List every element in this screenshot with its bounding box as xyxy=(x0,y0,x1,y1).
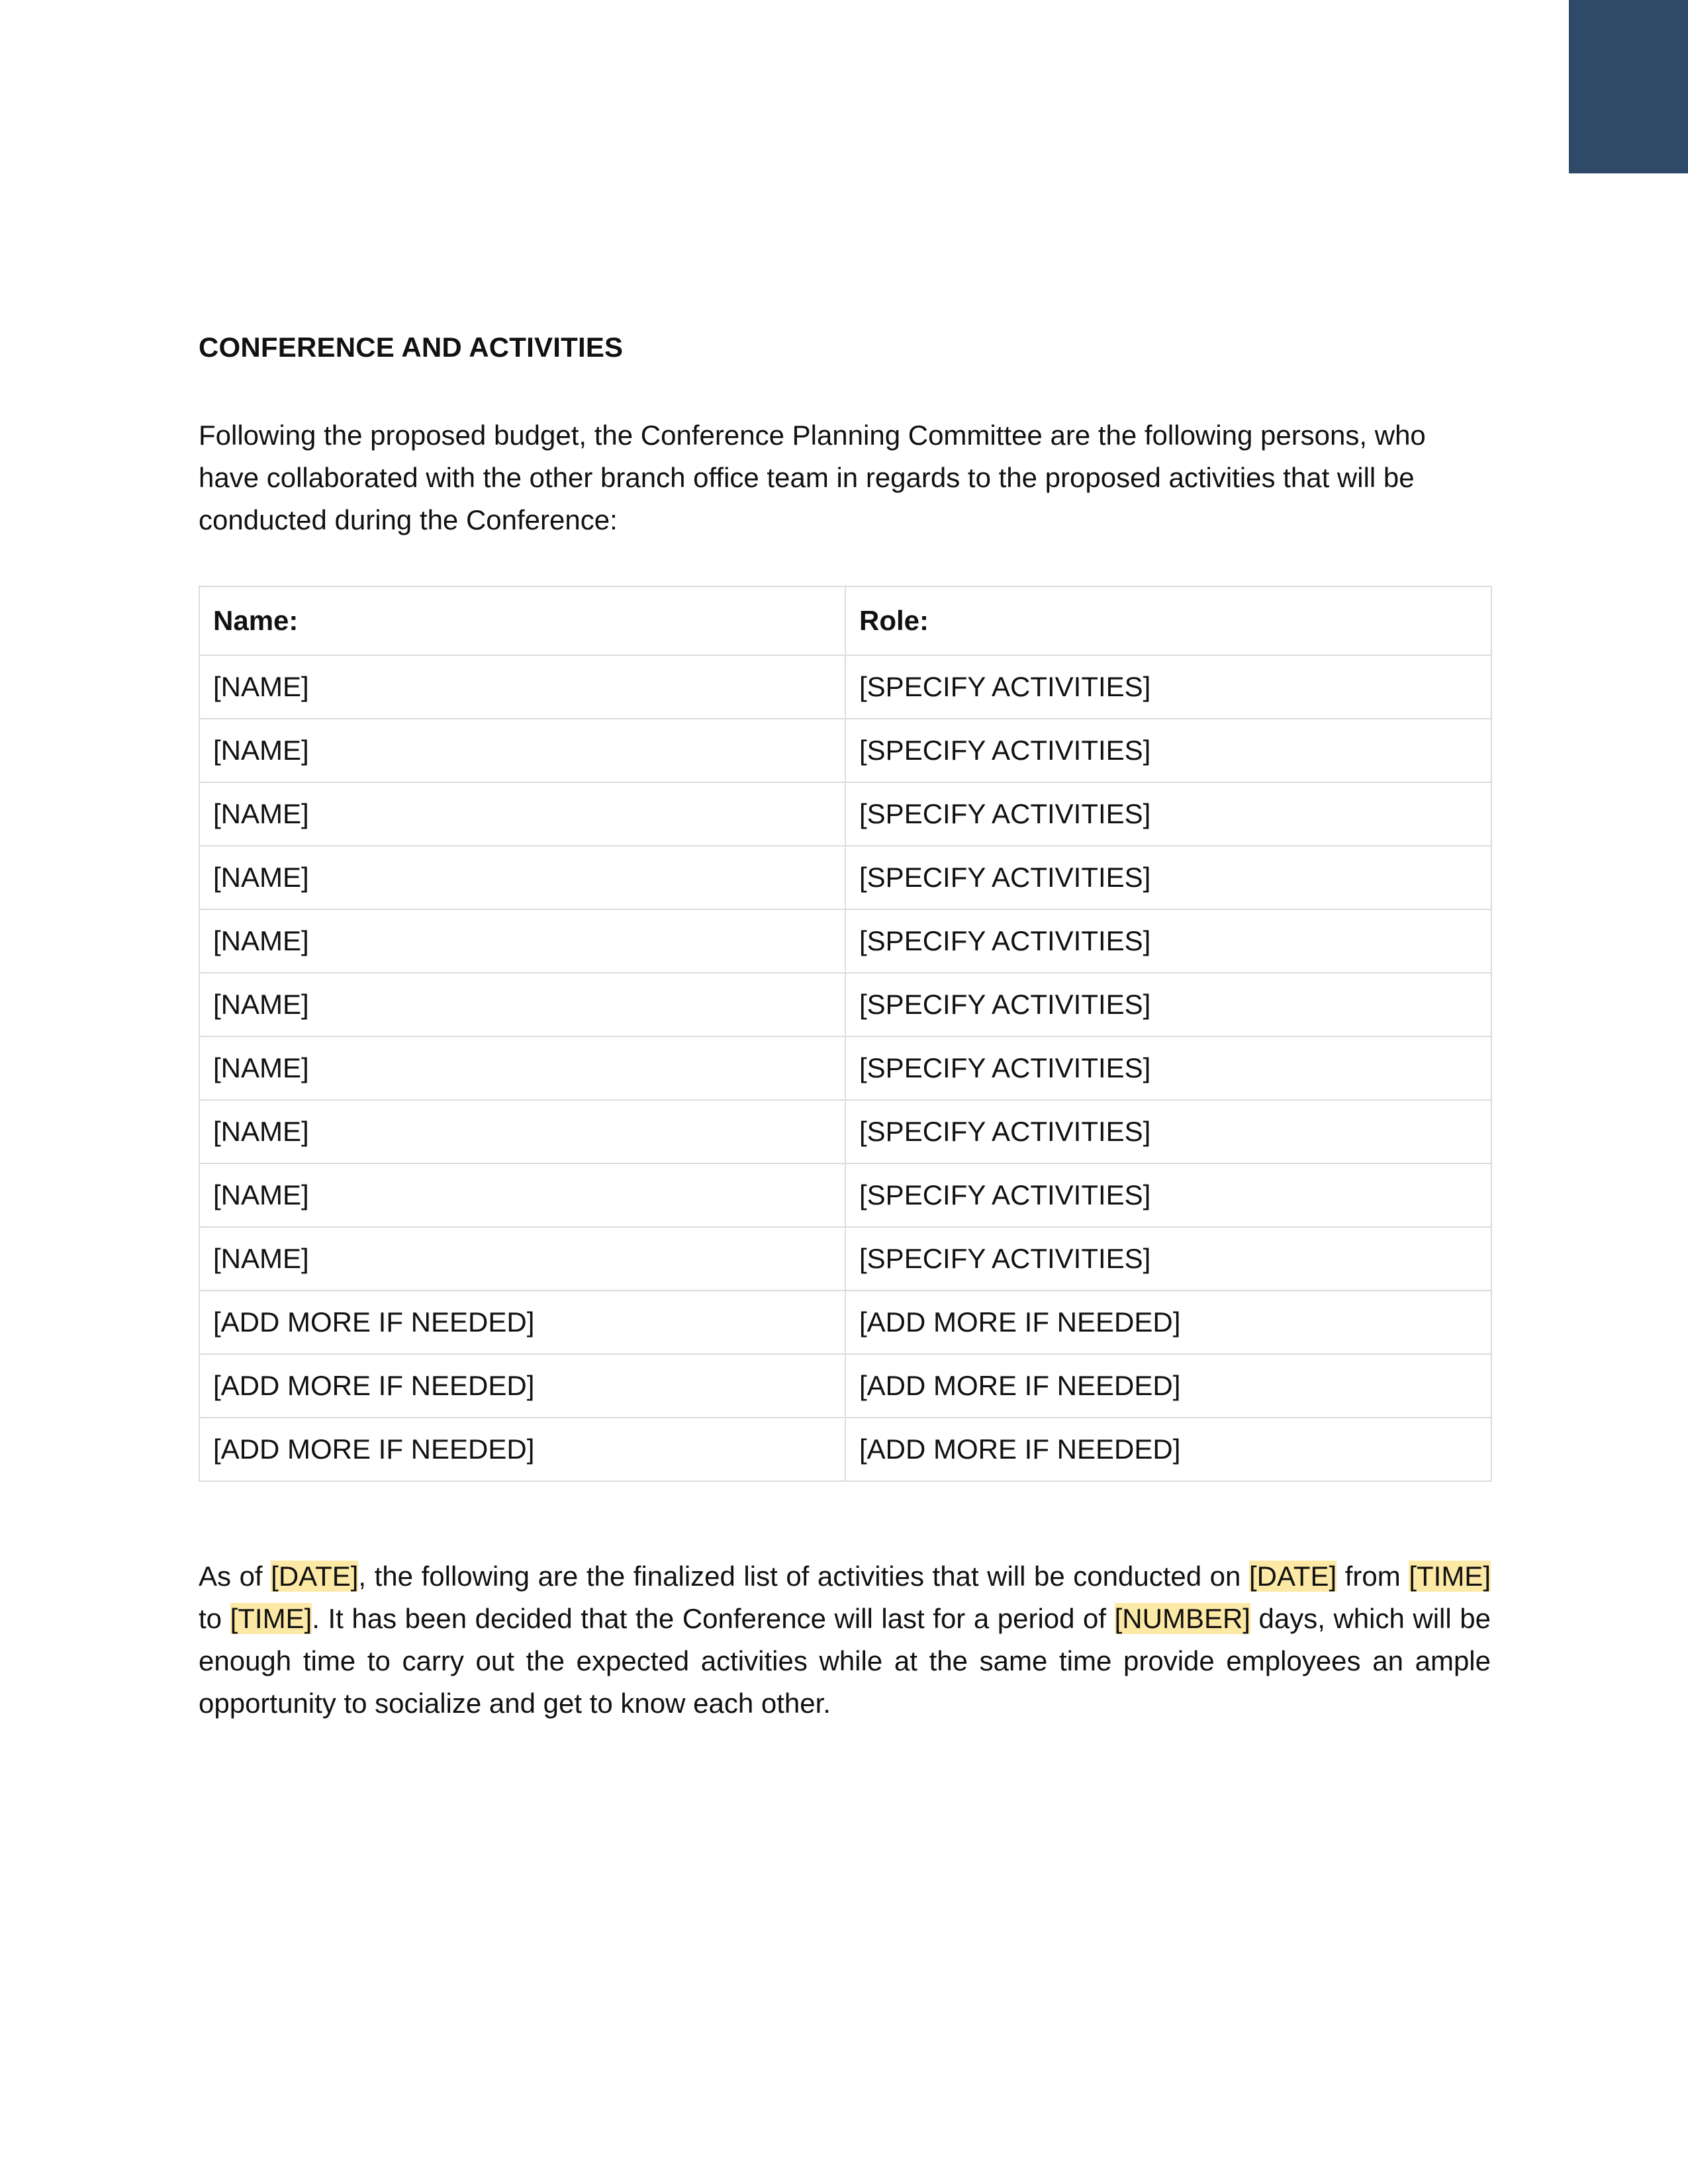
name-cell: [NAME] xyxy=(199,782,845,846)
name-cell: [ADD MORE IF NEEDED] xyxy=(199,1354,845,1418)
name-cell: [NAME] xyxy=(199,909,845,973)
time-placeholder: [TIME] xyxy=(1409,1561,1491,1592)
closing-text: days, which will be enough time to carry out the expected activities while at the same time provide employees an ample opportunity to socialize and get to know each other. xyxy=(199,1603,1491,1719)
section-heading: CONFERENCE AND ACTIVITIES xyxy=(199,332,624,363)
role-cell: [SPECIFY ACTIVITIES] xyxy=(845,909,1491,973)
name-column-header: Name: xyxy=(199,586,845,655)
table-row xyxy=(199,846,1491,909)
number-placeholder: [NUMBER] xyxy=(1114,1603,1250,1634)
role-cell: [SPECIFY ACTIVITIES] xyxy=(845,1163,1491,1227)
name-cell: [NAME] xyxy=(199,1163,845,1227)
role-column-header: Role: xyxy=(845,586,1491,655)
date-placeholder: [DATE] xyxy=(1248,1561,1337,1592)
table-header-row xyxy=(199,586,1491,655)
name-cell: [NAME] xyxy=(199,973,845,1036)
table-row xyxy=(199,1291,1491,1354)
name-cell: [NAME] xyxy=(199,1100,845,1163)
closing-text: , the following are the finalized list of activities that will be conducted on xyxy=(358,1561,1249,1592)
committee-table xyxy=(199,586,1492,1482)
closing-text: As of xyxy=(199,1561,271,1592)
role-cell: [SPECIFY ACTIVITIES] xyxy=(845,1227,1491,1291)
name-cell: [NAME] xyxy=(199,846,845,909)
role-cell: [SPECIFY ACTIVITIES] xyxy=(845,782,1491,846)
role-cell: [SPECIFY ACTIVITIES] xyxy=(845,846,1491,909)
closing-text: from xyxy=(1336,1561,1409,1592)
table-row xyxy=(199,1036,1491,1100)
role-cell: [SPECIFY ACTIVITIES] xyxy=(845,1100,1491,1163)
role-cell: [ADD MORE IF NEEDED] xyxy=(845,1354,1491,1418)
name-cell: [NAME] xyxy=(199,1036,845,1100)
closing-paragraph xyxy=(199,1555,1491,1725)
closing-text: to xyxy=(199,1603,230,1634)
table-row xyxy=(199,1163,1491,1227)
table-row xyxy=(199,1227,1491,1291)
closing-text: . It has been decided that the Conference will last for a period of xyxy=(312,1603,1115,1634)
date-placeholder: [DATE] xyxy=(271,1561,359,1592)
table-row xyxy=(199,1418,1491,1481)
name-cell: [ADD MORE IF NEEDED] xyxy=(199,1291,845,1354)
name-cell: [NAME] xyxy=(199,719,845,782)
role-cell: [ADD MORE IF NEEDED] xyxy=(845,1291,1491,1354)
name-cell: [ADD MORE IF NEEDED] xyxy=(199,1418,845,1481)
role-cell: [SPECIFY ACTIVITIES] xyxy=(845,655,1491,719)
name-cell: [NAME] xyxy=(199,655,845,719)
name-cell: [NAME] xyxy=(199,1227,845,1291)
role-cell: [ADD MORE IF NEEDED] xyxy=(845,1418,1491,1481)
time-placeholder: [TIME] xyxy=(230,1603,312,1634)
table-row xyxy=(199,1354,1491,1418)
table-row xyxy=(199,1100,1491,1163)
table-row xyxy=(199,909,1491,973)
table-row xyxy=(199,782,1491,846)
role-cell: [SPECIFY ACTIVITIES] xyxy=(845,719,1491,782)
corner-accent-block xyxy=(1569,0,1688,173)
table-row xyxy=(199,719,1491,782)
role-cell: [SPECIFY ACTIVITIES] xyxy=(845,973,1491,1036)
role-cell: [SPECIFY ACTIVITIES] xyxy=(845,1036,1491,1100)
table-row xyxy=(199,655,1491,719)
intro-paragraph: Following the proposed budget, the Conference Planning Committee are the following persons, who have collaborated with the other branch office team in regards to the proposed activities that will be conducted during the Conference: xyxy=(199,420,1426,535)
table-row xyxy=(199,973,1491,1036)
